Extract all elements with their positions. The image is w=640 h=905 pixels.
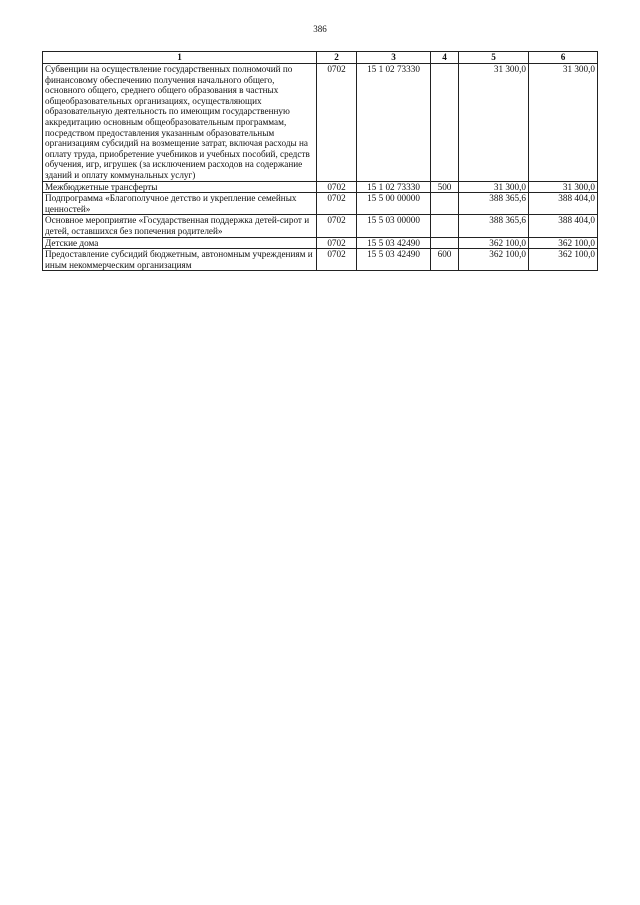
row-sum-1: 362 100,0 <box>459 237 529 249</box>
row-target-article: 15 1 02 73330 <box>357 64 431 182</box>
row-sum-2: 388 404,0 <box>529 215 598 237</box>
row-section: 0702 <box>317 193 357 215</box>
row-expense-type <box>431 193 459 215</box>
row-name: Межбюджетные трансферты <box>43 181 317 193</box>
row-sum-1: 31 300,0 <box>459 181 529 193</box>
row-target-article: 15 5 00 00000 <box>357 193 431 215</box>
page-number: 386 <box>313 24 327 34</box>
row-name: Детские дома <box>43 237 317 249</box>
header-col-4: 4 <box>431 52 459 64</box>
row-sum-1: 362 100,0 <box>459 249 529 271</box>
row-target-article: 15 5 03 00000 <box>357 215 431 237</box>
table-row <box>43 237 598 249</box>
row-section: 0702 <box>317 64 357 182</box>
header-col-6: 6 <box>529 52 598 64</box>
budget-table <box>42 51 598 271</box>
row-section: 0702 <box>317 215 357 237</box>
row-expense-type: 500 <box>431 181 459 193</box>
row-sum-2: 31 300,0 <box>529 181 598 193</box>
row-section: 0702 <box>317 249 357 271</box>
table-row <box>43 193 598 215</box>
row-sum-2: 31 300,0 <box>529 64 598 182</box>
row-name: Субвенции на осуществление государственных полномочий по финансовому обеспечению получения начального общего, основного общего, среднего общего образования в частных общеобразовательных организациях, осуществляющих образовательную деятельность по имеющим государственную аккредитацию основным общеобразовательным программам, посредством предоставления указанным образовательным организациям субсидий на возмещение затрат, включая расходы на оплату труда, приобретение учебников и учебных пособий, средств обучения, игр, игрушек (за исключением расходов на содержание зданий и оплату коммунальных услуг) <box>43 64 317 182</box>
row-expense-type <box>431 64 459 182</box>
row-sum-1: 31 300,0 <box>459 64 529 182</box>
row-sum-2: 362 100,0 <box>529 237 598 249</box>
header-col-5: 5 <box>459 52 529 64</box>
row-expense-type <box>431 215 459 237</box>
header-col-2: 2 <box>317 52 357 64</box>
header-row <box>43 52 598 64</box>
row-sum-2: 388 404,0 <box>529 193 598 215</box>
row-target-article: 15 1 02 73330 <box>357 181 431 193</box>
row-section: 0702 <box>317 237 357 249</box>
table-row <box>43 249 598 271</box>
table-row <box>43 64 598 182</box>
row-sum-2: 362 100,0 <box>529 249 598 271</box>
row-name: Подпрограмма «Благополучное детство и укрепление семейных ценностей» <box>43 193 317 215</box>
row-target-article: 15 5 03 42490 <box>357 249 431 271</box>
row-section: 0702 <box>317 181 357 193</box>
table-row <box>43 181 598 193</box>
row-sum-1: 388 365,6 <box>459 193 529 215</box>
row-target-article: 15 5 03 42490 <box>357 237 431 249</box>
row-sum-1: 388 365,6 <box>459 215 529 237</box>
row-name: Предоставление субсидий бюджетным, автономным учреждениям и иным некоммерческим организациям <box>43 249 317 271</box>
row-expense-type: 600 <box>431 249 459 271</box>
row-expense-type <box>431 237 459 249</box>
table-row <box>43 215 598 237</box>
header-col-3: 3 <box>357 52 431 64</box>
row-name: Основное мероприятие «Государственная поддержка детей-сирот и детей, оставшихся без попечения родителей» <box>43 215 317 237</box>
header-col-1: 1 <box>43 52 317 64</box>
